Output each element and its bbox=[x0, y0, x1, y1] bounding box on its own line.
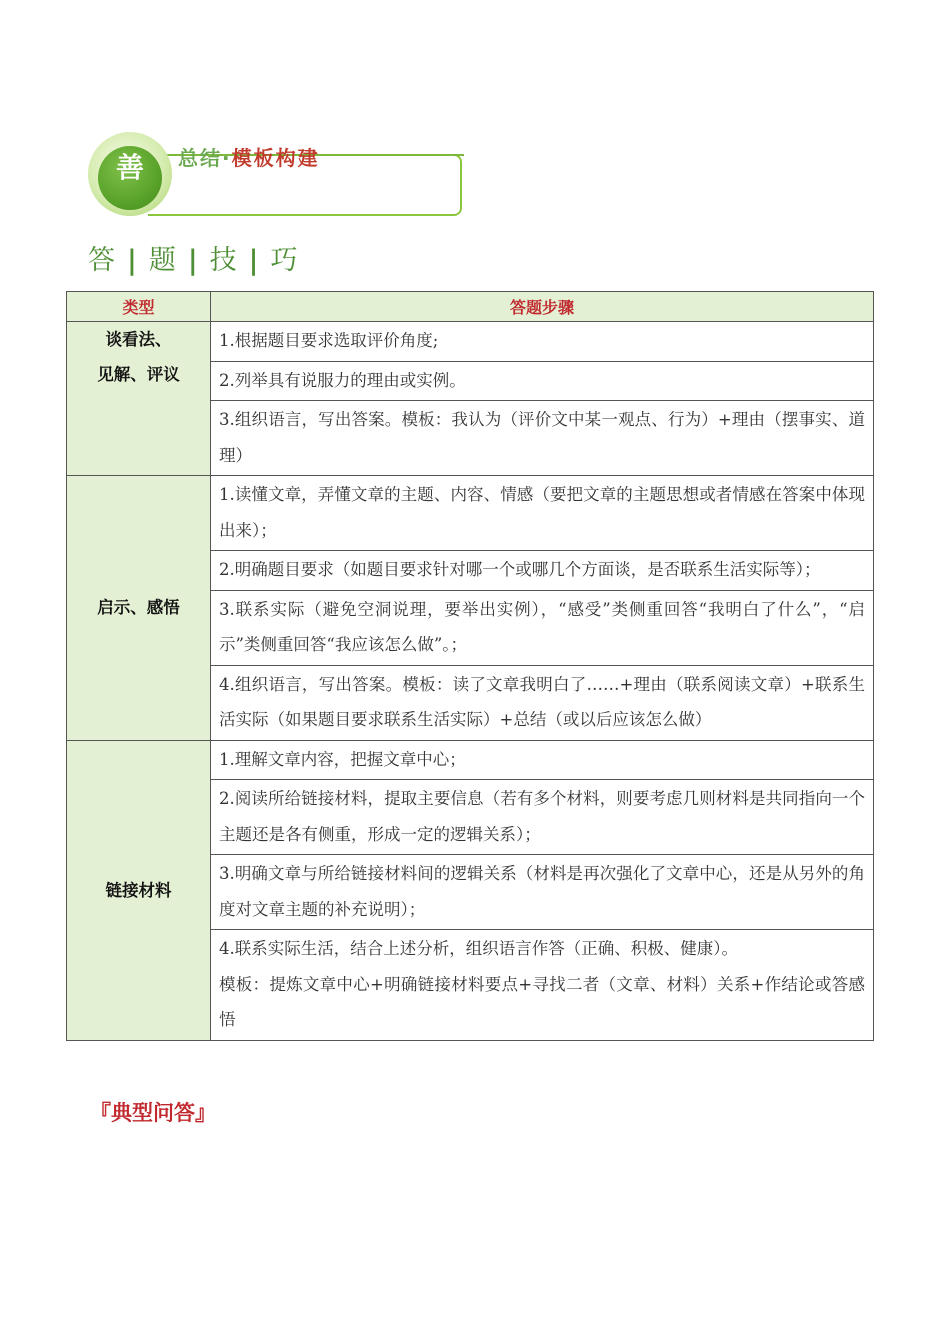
banner-title-prefix: 总结· bbox=[178, 146, 232, 170]
step-cell: 2.明确题目要求（如题目要求针对哪一个或哪几个方面谈，是否联系生活实际等）； bbox=[211, 551, 874, 591]
banner-badge-inner bbox=[98, 146, 162, 210]
category-line: 见解、评议 bbox=[97, 365, 180, 384]
banner-glyph: 善 bbox=[115, 151, 144, 184]
step-cell: 2.阅读所给链接材料，提取主要信息（若有多个材料，则要考虑几则材料是共同指向一个主题还是各有侧重，形成一定的逻辑关系）； bbox=[211, 780, 874, 855]
step-cell: 1.读懂文章，弄懂文章的主题、内容、情感（要把文章的主题思想或者情感在答案中体现出来）； bbox=[211, 476, 874, 551]
table-row bbox=[67, 740, 874, 780]
heading-separator: | bbox=[187, 245, 202, 276]
step-line: 模板：提炼文章中心+明确链接材料要点+寻找二者（文章、材料）关系+作结论或答感悟 bbox=[219, 974, 865, 1029]
banner-title-main: 模板构建 bbox=[231, 146, 320, 170]
heading-char: 技 bbox=[209, 245, 241, 276]
typical-qa-title: 『典型问答』 bbox=[90, 1100, 216, 1125]
step-cell: 1.根据题目要求选取评价角度; bbox=[211, 322, 874, 362]
heading-char: 题 bbox=[148, 245, 180, 276]
heading-char: 巧 bbox=[270, 245, 302, 276]
header-type: 类型 bbox=[67, 292, 211, 322]
section-heading bbox=[88, 238, 301, 277]
category-cell: 链接材料 bbox=[67, 740, 211, 1040]
step-cell: 3.明确文章与所给链接材料间的逻辑关系（材料是再次强化了文章中心，还是从另外的角度对文章主题的补充说明）； bbox=[211, 855, 874, 930]
category-cell: 启示、感悟 bbox=[67, 476, 211, 741]
section-banner bbox=[88, 128, 388, 220]
header-steps: 答题步骤 bbox=[211, 292, 874, 322]
heading-char: 答 bbox=[88, 245, 119, 276]
table-header-row bbox=[67, 292, 874, 322]
step-cell: 3.组织语言，写出答案。模板：我认为（评价文中某一观点、行为）+理由（摆事实、道理） bbox=[211, 401, 874, 476]
table-row bbox=[67, 476, 874, 551]
banner-title bbox=[178, 142, 320, 171]
category-line: 谈看法、 bbox=[105, 330, 172, 349]
step-cell bbox=[211, 930, 874, 1041]
heading-separator: | bbox=[248, 245, 263, 276]
answer-technique-table bbox=[66, 291, 874, 1041]
step-cell: 2.列举具有说服力的理由或实例。 bbox=[211, 361, 874, 401]
category-cell bbox=[67, 322, 211, 476]
step-line: 4.联系实际生活，结合上述分析，组织语言作答（正确、积极、健康）。 bbox=[219, 939, 738, 958]
banner-badge bbox=[88, 132, 172, 216]
step-cell: 4.组织语言，写出答案。模板：读了文章我明白了……+理由（联系阅读文章）+联系生活实际（如果题目要求联系生活实际）+总结（或以后应该怎么做） bbox=[211, 665, 874, 740]
heading-separator: | bbox=[127, 245, 141, 276]
table-row bbox=[67, 322, 874, 362]
step-cell: 1.理解文章内容，把握文章中心； bbox=[211, 740, 874, 780]
step-cell: 3.联系实际（避免空洞说理，要举出实例），“感受”类侧重回答“我明白了什么”，“启示”类侧重回答“我应该怎么做”。； bbox=[211, 590, 874, 665]
